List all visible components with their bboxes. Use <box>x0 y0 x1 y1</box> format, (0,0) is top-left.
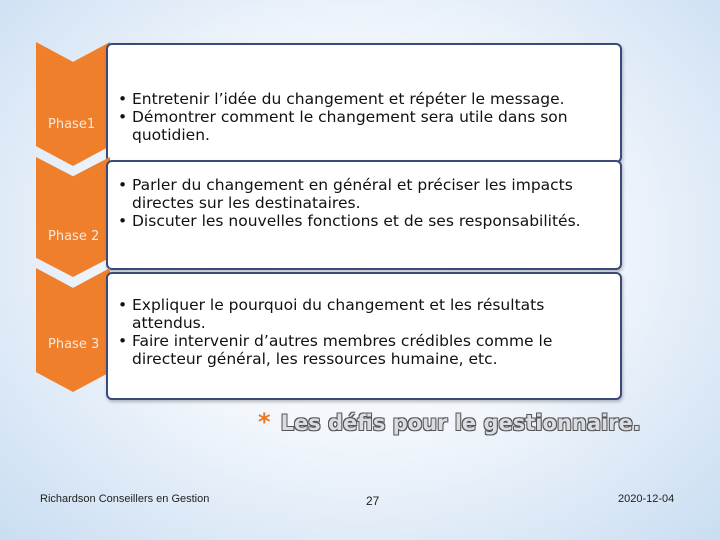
phase-2-bullet-1: • Parler du changement en général et préciser les impacts directes sur les destinataires. <box>118 176 612 212</box>
phase-2-box <box>106 160 622 270</box>
phase-1-bullet-2: • Démontrer comment le changement sera utile dans son quotidien. <box>118 108 612 144</box>
phase-1-chevron <box>36 42 110 166</box>
phase-1-box <box>106 43 622 163</box>
phase-3-chevron <box>36 268 110 392</box>
phase-3-label: Phase 3 <box>48 337 100 352</box>
footer-company: Richardson Conseillers en Gestion <box>40 493 210 505</box>
phase-3-box <box>106 272 622 400</box>
slide-title-text: Les défis pour le gestionnaire. <box>280 411 641 435</box>
slide-title <box>258 408 641 436</box>
footer-date: 2020-12-04 <box>618 493 675 505</box>
phase-2-label: Phase 2 <box>48 229 100 244</box>
phase-2-bullet-2: • Discuter les nouvelles fonctions et de ses responsabilités. <box>118 212 612 230</box>
phase-3-bullet-2: • Faire intervenir d’autres membres crédibles comme le directeur général, les ressources humaine, etc. <box>118 332 612 368</box>
phase-1-label: Phase1 <box>48 117 96 132</box>
phase-3-bullets <box>118 296 612 368</box>
phase-1-bullets <box>118 90 612 144</box>
phase-2-chevron <box>36 157 110 277</box>
star-icon: * <box>258 408 271 436</box>
footer-page-number: 27 <box>366 494 380 508</box>
phase-2-bullets <box>118 176 612 230</box>
phase-3-bullet-1: • Expliquer le pourquoi du changement et les résultats attendus. <box>118 296 612 332</box>
phase-1-bullet-1: • Entretenir l’idée du changement et répéter le message. <box>118 90 612 108</box>
